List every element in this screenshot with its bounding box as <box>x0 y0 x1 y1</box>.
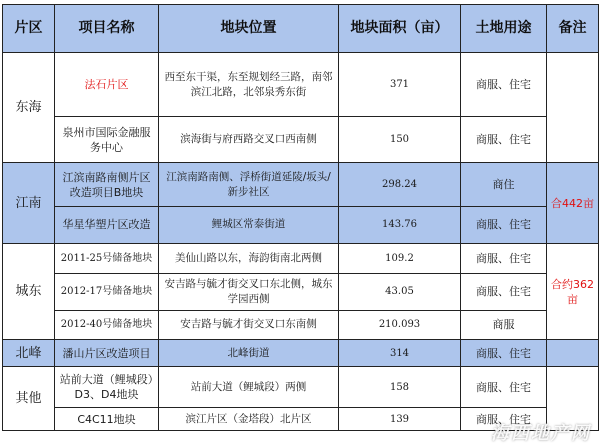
district-cell: 城东 <box>3 243 55 340</box>
header-project: 项目名称 <box>55 5 159 53</box>
use-cell: 商住 <box>461 163 547 206</box>
area-cell: 150 <box>339 117 461 163</box>
table-row <box>3 117 599 163</box>
table-row <box>3 273 599 310</box>
project-cell: 江滨南路南侧片区改造项目B地块 <box>55 163 159 206</box>
project-cell: 法石片区 <box>55 53 159 117</box>
location-cell: 滨江片区（金塔段）北片区 <box>159 408 339 431</box>
header-note: 备注 <box>547 5 599 53</box>
location-cell: 北峰街道 <box>159 340 339 367</box>
area-cell: 43.05 <box>339 273 461 310</box>
project-cell: 站前大道（鲤城段）D3、D4地块 <box>55 367 159 408</box>
location-cell: 站前大道（鲤城段）两侧 <box>159 367 339 408</box>
header-district: 片区 <box>3 5 55 53</box>
district-cell: 东海 <box>3 53 55 163</box>
table-row <box>3 340 599 367</box>
area-cell: 158 <box>339 367 461 408</box>
location-cell: 鲤城区常泰街道 <box>159 206 339 243</box>
header-location: 地块位置 <box>159 5 339 53</box>
location-cell: 美仙山路以东，海韵街南北两侧 <box>159 243 339 273</box>
area-cell: 139 <box>339 408 461 431</box>
area-cell: 210.093 <box>339 310 461 340</box>
note-cell <box>547 53 599 163</box>
table-row <box>3 243 599 273</box>
table-row <box>3 163 599 206</box>
district-cell: 北峰 <box>3 340 55 367</box>
use-cell: 商服、住宅 <box>461 206 547 243</box>
location-cell: 安吉路与毓才街交叉口东南侧 <box>159 310 339 340</box>
district-cell: 江南 <box>3 163 55 243</box>
area-cell: 109.2 <box>339 243 461 273</box>
area-cell: 143.76 <box>339 206 461 243</box>
use-cell: 商服、住宅 <box>461 243 547 273</box>
area-cell: 298.24 <box>339 163 461 206</box>
project-cell: 2011-25号储备地块 <box>55 243 159 273</box>
use-cell: 商服、住宅 <box>461 408 547 431</box>
project-cell: 潘山片区改造项目 <box>55 340 159 367</box>
use-cell: 商服、住宅 <box>461 367 547 408</box>
project-cell: C4C11地块 <box>55 408 159 431</box>
use-cell: 商服、住宅 <box>461 117 547 163</box>
district-cell: 其他 <box>3 367 55 431</box>
table-row <box>3 367 599 408</box>
area-cell: 371 <box>339 53 461 117</box>
header-area: 地块面积（亩） <box>339 5 461 53</box>
use-cell: 商服、住宅 <box>461 53 547 117</box>
header-use: 土地用途 <box>461 5 547 53</box>
project-cell: 2012-40号储备地块 <box>55 310 159 340</box>
table-header-row <box>3 5 599 53</box>
table-row <box>3 206 599 243</box>
table-row <box>3 53 599 117</box>
area-cell: 314 <box>339 340 461 367</box>
location-cell: 江滨南路南侧、浮桥街道延陵/坂头/新步社区 <box>159 163 339 206</box>
use-cell: 商服、住宅 <box>461 340 547 367</box>
land-parcel-table <box>2 4 599 431</box>
project-cell: 2012-17号储备地块 <box>55 273 159 310</box>
location-cell: 滨海街与府西路交叉口西南侧 <box>159 117 339 163</box>
watermark-logo: 海西地产网 <box>491 423 591 444</box>
location-cell: 安吉路与毓才街交叉口东北侧，城东学园西侧 <box>159 273 339 310</box>
use-cell: 商服、住宅 <box>461 273 547 310</box>
table-row <box>3 310 599 340</box>
project-cell: 华星华塑片区改造 <box>55 206 159 243</box>
use-cell: 商服 <box>461 310 547 340</box>
note-cell: 合约362亩 <box>547 243 599 340</box>
note-cell <box>547 340 599 367</box>
note-cell: 合442亩 <box>547 163 599 243</box>
project-cell: 泉州市国际金融服务中心 <box>55 117 159 163</box>
location-cell: 西至东干渠，东至规划经三路，南邻滨江北路，北邻泉秀东街 <box>159 53 339 117</box>
